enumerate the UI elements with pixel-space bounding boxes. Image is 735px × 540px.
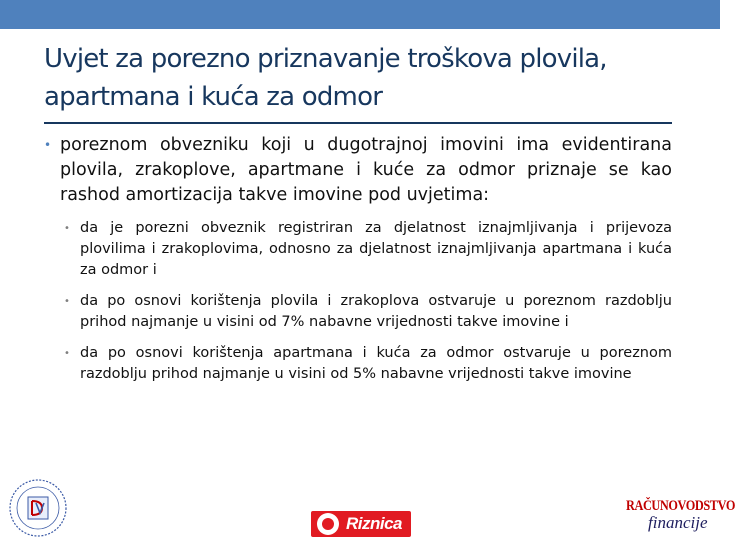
slide-content	[44, 133, 672, 395]
sub-bullet-text: da po osnovi korištenja plovila i zrakoplova ostvaruje u poreznom razdoblju prihod najmanje u visini od 7% nabavne vrijednosti takve imovine i	[80, 293, 672, 330]
sub-bullet-dot-icon: •	[64, 223, 70, 234]
sub-bullet-dot-icon: •	[64, 296, 70, 307]
sub-bullet-item	[64, 218, 672, 281]
riznica-emblem-icon	[317, 513, 339, 535]
sub-bullet-dot-icon: •	[64, 348, 70, 359]
bullet-text: poreznom obvezniku koji u dugotrajnoj imovini ima evidentirana plovila, zrakoplove, apartmane i kuće za odmor priznaje se kao rashod amortizacija takve imovine pod uvjetima:	[60, 135, 672, 205]
sub-bullet-text: da je porezni obveznik registriran za djelatnost iznajmljivanja i prijevoza plovilima i zrakoplovima, odnosno za djelatnost iznajmljivanja apartmana i kuća za odmor i	[80, 220, 672, 278]
riznica-logo-text: Riznica	[346, 514, 403, 533]
top-accent-bar	[0, 0, 720, 29]
riznica-logo	[311, 511, 411, 537]
association-seal-logo	[2, 474, 74, 538]
slide-title: Uvjet za porezno priznavanje troškova plovila, apartmana i kuća za odmor	[44, 44, 607, 112]
sub-bullet-text: da po osnovi korištenja apartmana i kuća za odmor ostvaruje u poreznom razdoblju prihod najmanje u visini od 5% nabavne vrijednosti takve imovine	[80, 345, 672, 382]
sub-bullet-item	[64, 343, 672, 385]
sub-bullet-list	[44, 218, 672, 385]
bullet-item	[44, 133, 672, 208]
rf-logo-line1: RAČUNOVODSTVO	[626, 498, 735, 514]
title-underline	[44, 122, 672, 124]
racunovodstvo-financije-logo	[626, 498, 735, 540]
bullet-dot-icon: •	[44, 138, 52, 152]
rf-logo-line2: financije	[648, 513, 708, 532]
sub-bullet-item	[64, 291, 672, 333]
